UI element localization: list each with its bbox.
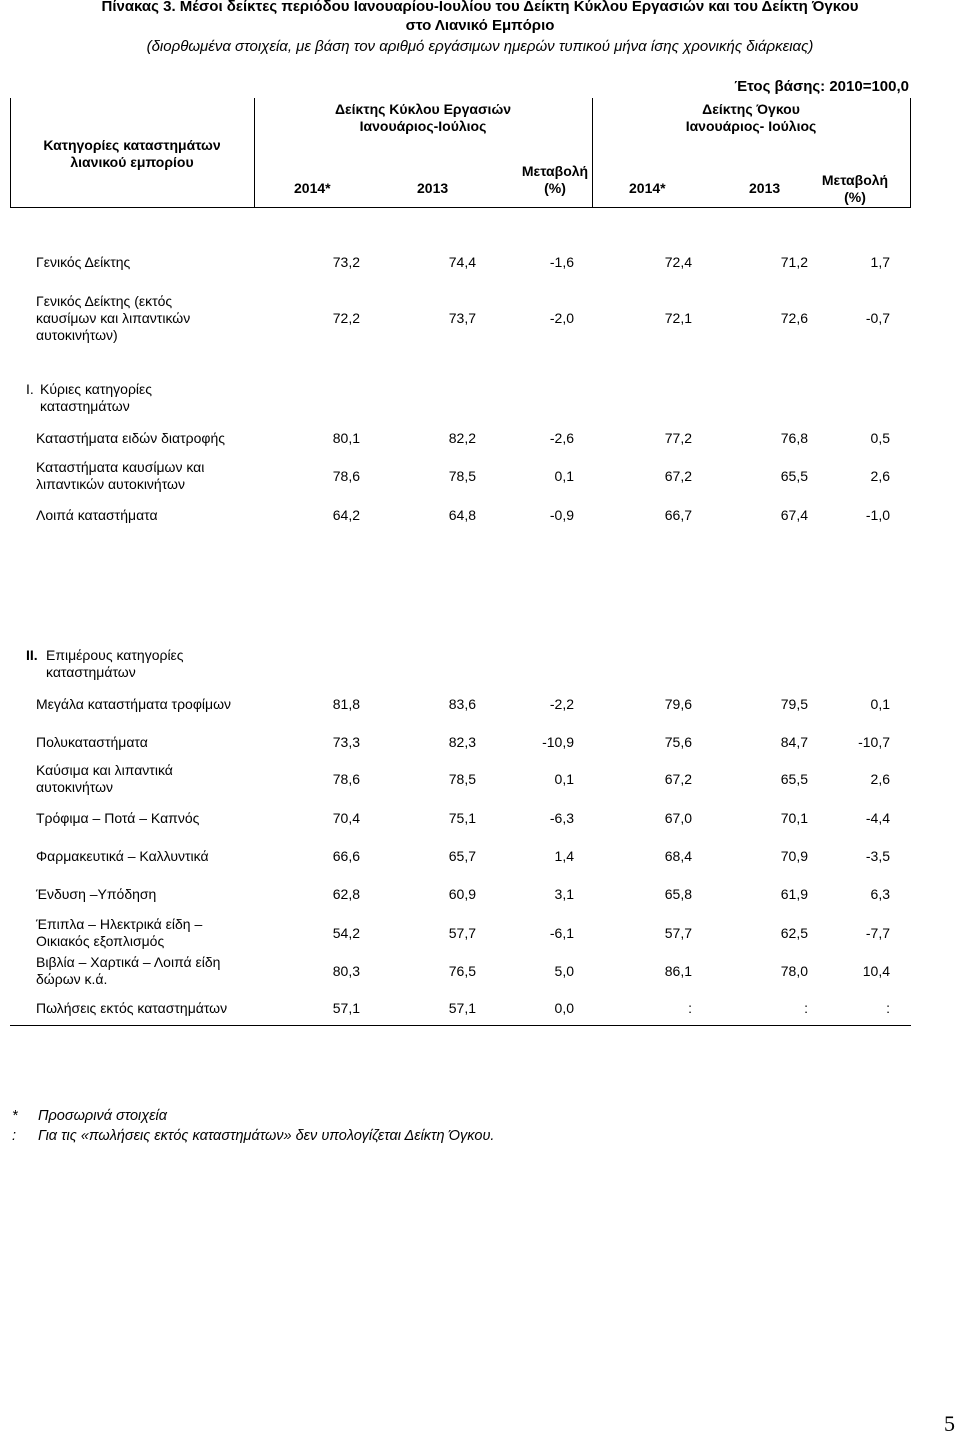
turnover-2014-value: 80,3 [332,962,360,979]
frame-right [910,98,911,208]
volume-2013-value: 70,9 [780,848,808,864]
turnover-change-value: -0,9 [549,507,574,523]
volume-change-header: Μεταβολή (%) [821,172,889,205]
row-label-line: δώρων κ.ά. [36,971,108,987]
volume-2014-value: 86,1 [664,962,692,979]
row-label [36,430,225,447]
volume-change-value: 0,5 [870,430,890,446]
volume-2014-value: 67,2 [664,467,692,484]
turnover-2013-value: 57,1 [448,1000,476,1016]
volume-change-value: -1,0 [865,507,890,523]
turnover-2014-value: 70,4 [332,810,360,826]
row-label [36,696,231,713]
volume-2013-header: 2013 [749,180,781,196]
volume-2013-value: 61,9 [780,886,808,902]
volume-change-value: -0,7 [865,310,890,326]
footnote-colon-symbol: : [12,1128,17,1144]
table-bottom-rule [10,1025,911,1026]
turnover-change-value: 0,1 [554,770,574,787]
turnover-2013-value: 60,9 [448,886,476,902]
volume-change-value: 2,6 [870,770,890,787]
volume-index-header: Δείκτης Όγκου Ιανουάριος- Ιούλιος [685,101,817,134]
row-label-line: Γενικός Δείκτης (εκτός [36,293,173,309]
footnote-provisional: Προσωρινά στοιχεία [38,1108,168,1124]
volume-2013-value: 71,2 [780,254,808,270]
turnover-2014-value: 72,2 [332,310,360,326]
turnover-2013-value: 73,7 [448,310,476,326]
turnover-2013-header: 2013 [417,180,449,196]
volume-2013-value: 72,6 [780,310,808,326]
turnover-2014-value: 62,8 [332,886,360,902]
row-label [36,810,199,827]
volume-2013-value: 79,5 [780,696,808,712]
volume-change-value: 1,7 [870,254,890,270]
row-label-line: καυσίμων και λιπαντικών [36,310,191,326]
row-label-line: Βιβλία – Χαρτικά – Λοιπά είδη [36,954,221,970]
turnover-2013-value: 64,8 [448,507,476,523]
volume-2014-header: 2014* [629,180,666,196]
row-label-line: Λοιπά καταστήματα [36,507,158,523]
table-title [0,0,960,15]
turnover-2014-value: 80,1 [332,430,360,446]
volume-2014-value: 65,8 [664,886,692,902]
volume-2013-value: 65,5 [780,467,808,484]
row-label-line: Οικιακός εξοπλισμός [36,933,165,949]
footnote-volume-note: Για τις «πωλήσεις εκτός καταστημάτων» δεν υπολογίζεται Δείκτη Όγκου. [38,1128,495,1144]
row-label-line: Καύσιμα και λιπαντικά [36,762,173,778]
volume-change-value: -4,4 [865,810,890,826]
row-label-line: Μεγάλα καταστήματα τροφίμων [36,696,232,712]
row-label-line: Φαρμακευτικά – Καλλυντικά [36,848,209,864]
turnover-2013-value: 83,6 [448,696,476,712]
volume-change-value: 6,3 [870,886,890,902]
header-bottom-rule [10,207,911,208]
row-label-line: Τρόφιμα – Ποτά – Καπνός [36,810,200,826]
volume-change-value: : [886,1000,890,1016]
volume-2013-value: 76,8 [780,430,808,446]
turnover-2013-value: 76,5 [448,962,476,979]
row-label-line: αυτοκινήτων) [36,327,118,343]
volume-2014-value: 67,0 [664,810,692,826]
turnover-2014-value: 73,3 [332,734,360,750]
row-label [36,916,202,950]
turnover-change-value: -6,3 [549,810,574,826]
row-label-line: Καταστήματα καυσίμων και [36,459,205,475]
turnover-change-value: 5,0 [554,962,574,979]
footnote-star-symbol: * [12,1108,18,1124]
turnover-2013-value: 78,5 [448,770,476,787]
turnover-2013-value: 82,3 [448,734,476,750]
turnover-change-header: Μεταβολή (%) [521,163,589,196]
turnover-2013-value: 78,5 [448,467,476,484]
turnover-2014-value: 64,2 [332,507,360,523]
volume-change-value: -3,5 [865,848,890,864]
turnover-change-value: -1,6 [549,254,574,270]
row-label [36,848,209,865]
row-label [36,293,190,344]
turnover-2014-value: 81,8 [332,696,360,712]
volume-2014-value: : [688,1000,692,1016]
volume-2014-value: 67,2 [664,770,692,787]
volume-change-value: -7,7 [865,924,890,941]
category-header: Κατηγορίες καταστημάτων λιανικού εμπορίου [43,137,221,170]
volume-2014-value: 57,7 [664,924,692,941]
turnover-2013-value: 74,4 [448,254,476,270]
row-label [36,254,130,271]
turnover-change-value: 0,1 [554,467,574,484]
volume-2014-value: 75,6 [664,734,692,750]
turnover-2013-value: 57,7 [448,924,476,941]
section-main-title: Κύριες κατηγορίες καταστημάτων [40,381,153,414]
section-main-number: I. [26,381,34,397]
table-title-line2: στο Λιανικό Εμπόριο [405,17,555,34]
turnover-2014-value: 54,2 [332,924,360,941]
volume-2013-value: 67,4 [780,507,808,523]
volume-2013-value: 84,7 [780,734,808,750]
row-label [36,734,148,751]
volume-2013-value: 70,1 [780,810,808,826]
turnover-2014-value: 78,6 [332,770,360,787]
turnover-index-header: Δείκτης Κύκλου Εργασιών Ιανουάριος-Ιούλιος [334,101,512,134]
volume-2014-value: 79,6 [664,696,692,712]
row-label-line: λιπαντικών αυτοκινήτων [36,476,185,492]
volume-2013-value: 78,0 [780,962,808,979]
turnover-2014-value: 66,6 [332,848,360,864]
row-label-line: Έπιπλα – Ηλεκτρικά είδη – [36,916,203,932]
volume-2014-value: 66,7 [664,507,692,523]
turnover-2013-value: 65,7 [448,848,476,864]
turnover-2014-value: 78,6 [332,467,360,484]
row-label [36,1000,227,1017]
base-year-label: Έτος βάσης: 2010=100,0 [734,78,909,95]
volume-2013-value: 65,5 [780,770,808,787]
row-label [36,459,204,493]
turnover-2014-header: 2014* [294,180,331,196]
turnover-change-value: -2,2 [549,696,574,712]
turnover-change-value: 3,1 [554,886,574,902]
volume-change-value: 2,6 [870,467,890,484]
row-label [36,762,173,796]
page-number: 5 [944,1411,955,1436]
table-subtitle: (διορθωμένα στοιχεία, με βάση τον αριθμό εργάσιμων ημερών τυπικού μήνα ίσης χρονικής διάρκειας) [146,38,814,55]
volume-2014-value: 72,1 [664,310,692,326]
row-label-line: Πολυκαταστήματα [36,734,148,750]
volume-change-value: -10,7 [858,734,890,750]
row-label-line: Καταστήματα ειδών διατροφής [36,430,225,446]
volume-2013-value: : [804,1000,808,1016]
volume-change-value: 0,1 [870,696,890,712]
row-label-line: αυτοκινήτων [36,779,114,795]
volume-2014-value: 77,2 [664,430,692,446]
row-label [36,954,220,988]
volume-change-value: 10,4 [862,962,890,979]
turnover-change-value: 1,4 [554,848,574,864]
turnover-change-value: 0,0 [554,1000,574,1016]
section-sub-title: Επιμέρους κατηγορίες καταστημάτων [46,647,184,680]
turnover-change-value: -2,6 [549,430,574,446]
row-label [36,507,158,524]
row-label-line: Πωλήσεις εκτός καταστημάτων [36,1000,228,1016]
row-label-line: Ένδυση –Υπόδηση [36,886,157,902]
turnover-2013-value: 82,2 [448,430,476,446]
turnover-2014-value: 57,1 [332,1000,360,1016]
volume-2013-value: 62,5 [780,924,808,941]
turnover-change-value: -2,0 [549,310,574,326]
row-label [36,886,156,903]
volume-2014-value: 72,4 [664,254,692,270]
turnover-2014-value: 73,2 [332,254,360,270]
turnover-change-value: -6,1 [549,924,574,941]
turnover-change-value: -10,9 [542,734,574,750]
title-line1: Πίνακας 3. Μέσοι δείκτες περιόδου Ιανουαρίου-Ιουλίου του Δείκτη Κύκλου Εργασιών και του Δείκτη Όγκου [101,0,859,15]
row-label-line: Γενικός Δείκτης [36,254,131,270]
section-sub-number: II. [26,647,38,663]
turnover-2013-value: 75,1 [448,810,476,826]
volume-2014-value: 68,4 [664,848,692,864]
